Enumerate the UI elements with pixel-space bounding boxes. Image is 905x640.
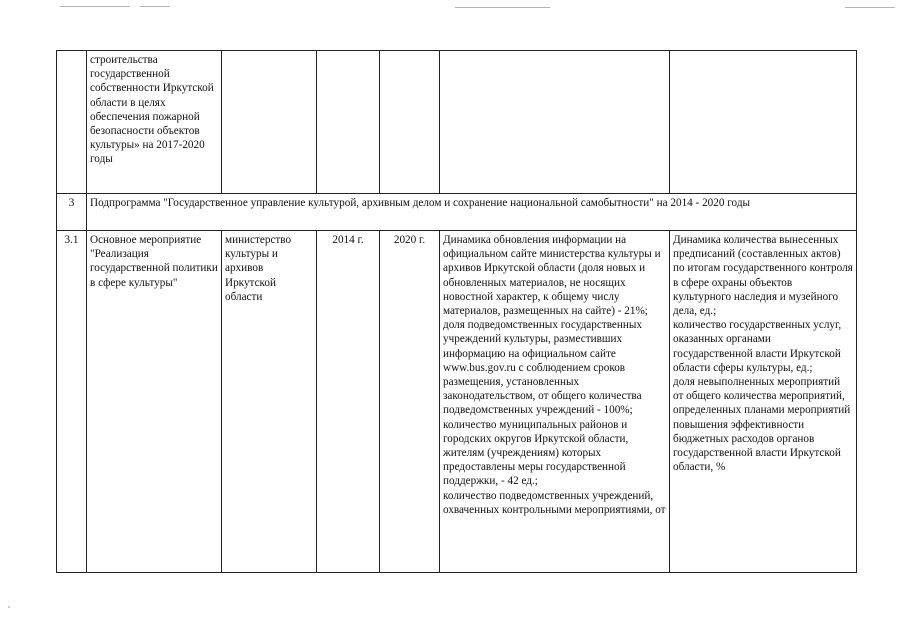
direct-indicators-cell bbox=[440, 51, 670, 194]
row-number-cell: 3 bbox=[57, 194, 87, 231]
executor-cell: министерство культуры и архивов Иркутской области bbox=[222, 231, 317, 573]
row-number-cell: 3.1 bbox=[57, 231, 87, 573]
final-indicators-cell: Динамика количества вынесенных предписаний (составленных актов) по итогам государственного контроля в сфере охраны объектов культурного наследия и музейного дела, ед.; количество государственных услуг, оказанных органами государственной власти Иркутской области сферы культуры, ед.; доля невыполненных мероприятий от общего количества мероприятий, определенных планами мероприятий повышения эффективности бюджетных расходов органов государственной власти Иркутской области, % bbox=[670, 231, 857, 573]
subprogram-title-cell: Подпрограмма "Государственное управление культурой, архивным делом и сохранение национальной самобытности" на 2014 - 2020 годы bbox=[87, 194, 857, 231]
executor-cell bbox=[222, 51, 317, 194]
measure-name-cell: Основное мероприятие "Реализация государственной политики в сфере культуры" bbox=[87, 231, 222, 573]
scan-artifact bbox=[845, 7, 895, 8]
measure-name-cell: строительства государственной собственности Иркутской области в целях обеспечения пожарной безопасности объектов культуры» на 2017-2020 годы bbox=[87, 51, 222, 194]
subprogram-row bbox=[57, 194, 857, 231]
end-year-cell bbox=[380, 51, 440, 194]
program-table bbox=[56, 50, 857, 573]
scan-artifact bbox=[8, 606, 10, 608]
table-row bbox=[57, 231, 857, 573]
scan-artifact bbox=[455, 7, 550, 8]
scan-artifact bbox=[60, 6, 130, 7]
final-indicators-cell bbox=[670, 51, 857, 194]
table-row bbox=[57, 51, 857, 194]
scan-artifact bbox=[140, 6, 170, 7]
start-year-cell bbox=[317, 51, 380, 194]
start-year-cell: 2014 г. bbox=[317, 231, 380, 573]
row-number-cell bbox=[57, 51, 87, 194]
direct-indicators-cell: Динамика обновления информации на официальном сайте министерства культуры и архивов Иркутской области (доля новых и обновленных материалов, не носящих новостной характер, к общему числу материалов, размещенных на сайте) - 21%; доля подведомственных государственных учреждений культуры, разместивших информацию на официальном сайте www.bus.gov.ru с соблюдением сроков размещения, установленных законодательством, от общего количества подведомственных учреждений - 100%; количество муниципальных районов и городских округов Иркутской области, жителям (учреждениям) которых предоставлены меры государственной поддержки, - 42 ед.; количество подведомственных учреждений, охваченных контрольными мероприятиями, от bbox=[440, 231, 670, 573]
end-year-cell: 2020 г. bbox=[380, 231, 440, 573]
